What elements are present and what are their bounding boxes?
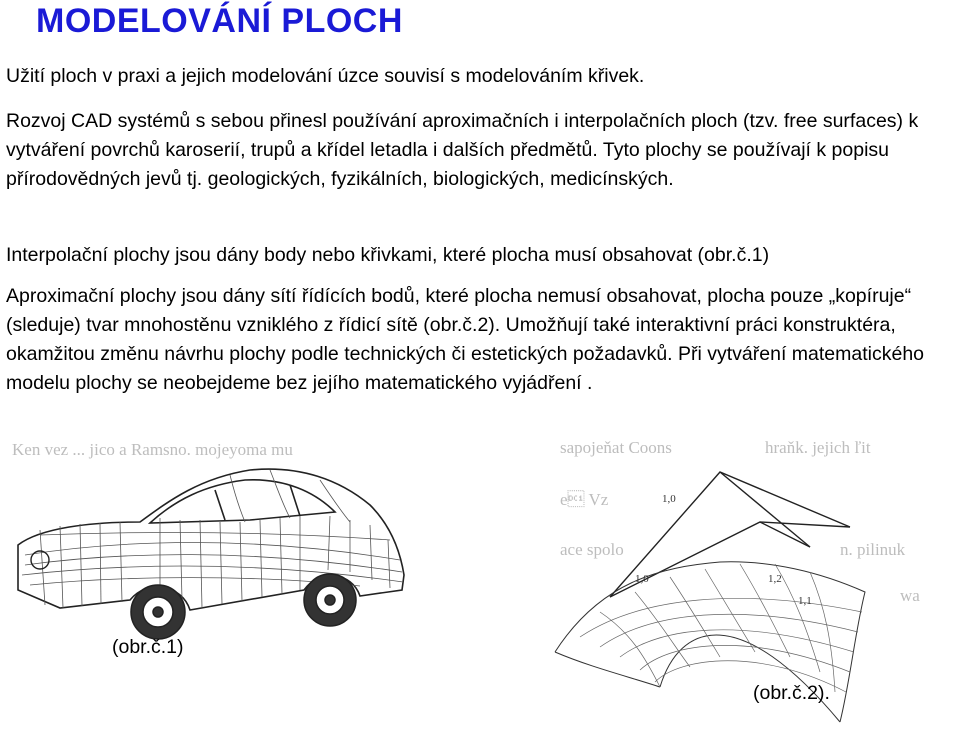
surface-control-net-diagram xyxy=(540,432,940,742)
interpolation-paragraph: Interpolační plochy jsou dány body nebo křivkami, které plocha musí obsahovat (obr.č.1) xyxy=(6,244,770,266)
intro-paragraph: Užití ploch v praxi a jejich modelování úzce souvisí s modelováním křivek. xyxy=(6,65,645,87)
car-wireframe-image xyxy=(0,440,440,670)
figure2-scan-text-5: n. pilinuk xyxy=(840,540,906,559)
page-title: MODELOVÁNÍ PLOCH xyxy=(36,2,403,40)
rear-wheel xyxy=(304,574,356,626)
figure2-scan-text-4: ace spolo xyxy=(560,540,624,559)
figure2-scan-text-2: hraňk. jejich ľit xyxy=(765,438,871,457)
net-label-3: 1,2 xyxy=(768,573,782,585)
figure1-caption: (obr.č.1) xyxy=(112,636,184,658)
front-wheel xyxy=(131,585,185,639)
cad-paragraph: Rozvoj CAD systémů s sebou přinesl používání aproximačních i interpolačních ploch (tzv. free surfaces) k vytváření povrchů karoserií, trupů a křídel letadla i dalších předmětů. Tyto plochy se používají k popisu přírodovědných jevů tj. geologických, fyzikálních, biologických, medicínských. xyxy=(6,110,919,190)
net-label-4: 1,1 xyxy=(798,595,812,607)
net-label-1: 1,0 xyxy=(662,493,676,505)
figure2-scan-text-3: e Vz xyxy=(560,490,609,509)
net-label-2: 1,0 xyxy=(635,573,649,585)
figure2-scan-text-1: sapojeňat Coons xyxy=(560,438,672,457)
figure2-caption: (obr.č.2). xyxy=(753,682,830,704)
figure2-scan-text-6: wa xyxy=(900,586,920,605)
figure1-scan-text: Ken vez ... jico a Ramsno. mojeyoma mu xyxy=(12,440,293,459)
approximation-paragraph: Aproximační plochy jsou dány sítí řídících bodů, které plocha nemusí obsahovat, plocha pouze „kopíruje“ (sleduje) tvar mnohostěnu vzniklého z řídicí sítě (obr.č.2). Umožňují také interaktivní práci konstruktéra, okamžitou změnu návrhu plochy podle technických či estetických požadavků. Při vytváření matematického modelu plochy se neobejdeme bez jejího matematického vyjádření . xyxy=(6,285,925,394)
